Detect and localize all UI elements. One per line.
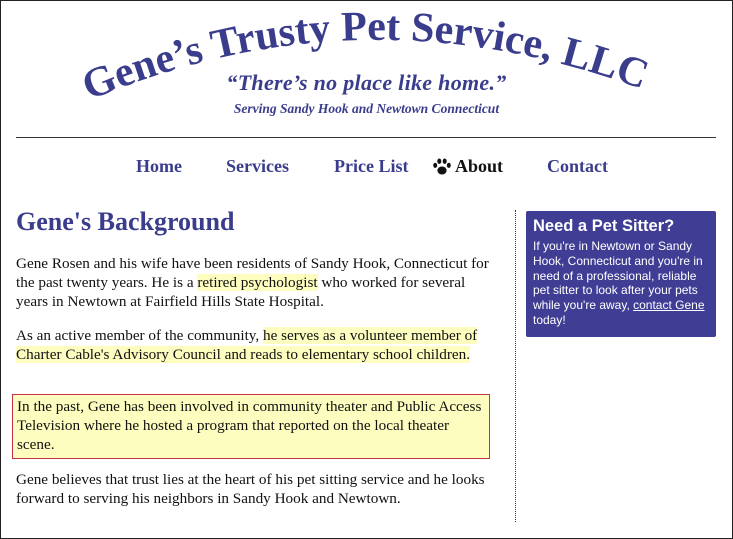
tagline: “There’s no place like home.” <box>226 70 507 95</box>
sidebar-title: Need a Pet Sitter? <box>533 217 675 235</box>
bio-text: As an active member of the community, <box>16 327 264 344</box>
bio-text: who worked for several years in Newtown at Fairfield Hills State Hospital. <box>16 274 466 310</box>
bio-paragraph-3-callout: In the past, Gene has been involved in community theater and Public Access Television where he hosted a program that reported on the local theater scene. <box>12 394 490 459</box>
nav-home[interactable]: Home <box>136 156 182 176</box>
bio-text: Gene Rosen and his wife have been residents of Sandy Hook, Connecticut for the past twenty years. He is a <box>16 255 489 291</box>
nav-contact[interactable]: Contact <box>547 156 608 176</box>
paw-icon <box>432 157 452 177</box>
bio-paragraph-4: Gene believes that trust lies at the heart of his pet sitting service and he looks forward to serving his neighbors in Sandy Hook and Newtown. <box>16 471 485 507</box>
nav-price-list[interactable]: Price List <box>334 156 409 176</box>
pet-sitter-callout <box>526 211 716 337</box>
logo-text: Gene’s Trusty Pet Service, LLC <box>75 8 655 110</box>
site-logo[interactable] <box>60 8 670 116</box>
main-nav <box>0 156 733 180</box>
sidebar-text <box>533 239 709 328</box>
bio-paragraph-1 <box>16 254 500 311</box>
sidebar-body: If you're in Newtown or Sandy Hook, Connecticut and you're in need of a professional, reliable pet sitter to look after your pets while you're away, <box>533 239 703 313</box>
highlighted-text: he serves as a volunteer member of Charter Cable's Advisory Council and reads to elementary school children. <box>16 327 478 363</box>
column-divider <box>515 210 516 522</box>
contact-gene-link[interactable]: contact Gene <box>633 298 705 313</box>
bio-paragraph-2 <box>16 326 500 364</box>
sidebar-body-end: today! <box>533 312 566 327</box>
service-area: Serving Sandy Hook and Newtown Connecticut <box>233 101 500 116</box>
header-divider <box>16 137 716 138</box>
page-title: Gene's Background <box>16 207 235 236</box>
highlighted-text: retired psychologist <box>197 274 318 291</box>
nav-services[interactable]: Services <box>226 156 289 176</box>
nav-about[interactable]: About <box>455 156 504 176</box>
